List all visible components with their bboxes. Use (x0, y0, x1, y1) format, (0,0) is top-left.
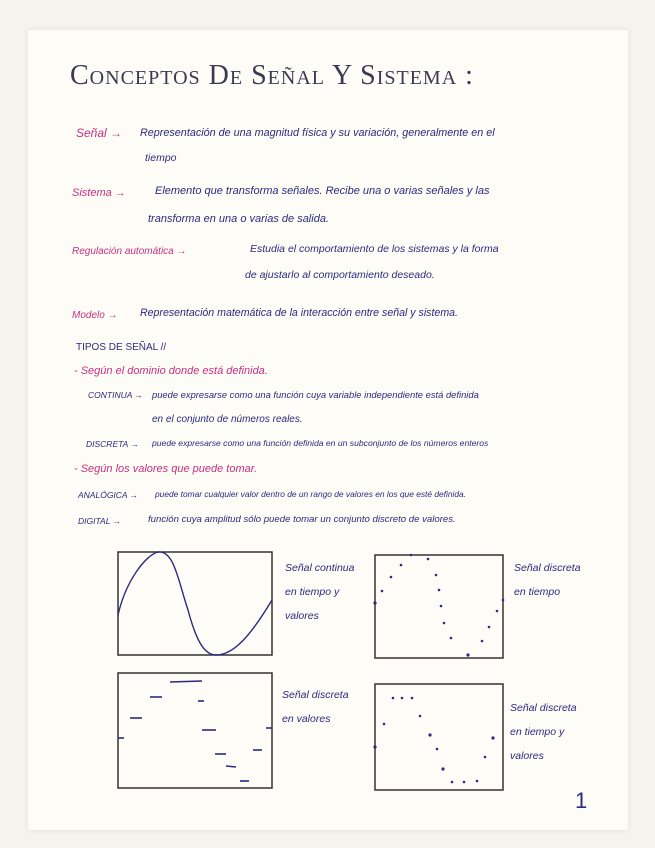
def-continua-line2: en el conjunto de números reales. (152, 414, 303, 425)
by-values-heading: - Según los valores que puede tomar. (74, 463, 258, 475)
discrete-time-signal-graph (373, 553, 507, 661)
def-discreta: puede expresarse como una función definida en un subconjunto de los números enteros (152, 438, 489, 448)
caption-continuous: Señal continua en tiempo y valores (285, 562, 355, 622)
def-regulacion-line1: Estudia el comportamiento de los sistemas y la forma (250, 243, 499, 255)
def-sistema-line1: Elemento que transforma señales. Recibe una o varias señales y las (155, 185, 490, 197)
term-sistema: Sistema → (72, 187, 126, 199)
def-modelo: Representación matemática de la interacción entre señal y sistema. (140, 307, 458, 319)
caption-discrete-time: Señal discreta en tiempo (514, 562, 581, 598)
term-continua: CONTINUA → (88, 390, 143, 400)
term-digital: DIGITAL → (78, 516, 122, 526)
term-analogica: ANALÓGICA → (78, 490, 139, 500)
types-heading: TIPOS DE SEÑAL // (76, 342, 167, 353)
term-modelo: Modelo → (72, 310, 118, 321)
continuous-signal-graph (116, 550, 276, 658)
discrete-values-signal-graph (116, 671, 276, 793)
def-continua-line1: puede expresarse como una función cuya variable independiente está definida (152, 389, 479, 400)
by-domain-heading: - Según el dominio donde está definida. (74, 365, 268, 377)
caption-discrete-time-values: Señal discreta en tiempo y valores (510, 702, 577, 762)
def-sistema-line2: transforma en una o varias de salida. (148, 213, 329, 225)
discrete-time-values-signal-graph (373, 682, 507, 794)
term-regulacion: Regulación automática → (72, 246, 187, 257)
def-regulacion-line2: de ajustarlo al comportamiento deseado. (245, 269, 435, 281)
def-senal-line1: Representación de una magnitud física y su variación, generalmente en el (140, 127, 495, 139)
page-title: Conceptos De Señal Y Sistema : (70, 60, 474, 91)
caption-discrete-values: Señal discreta en valores (282, 689, 349, 725)
page-number: 1 (575, 788, 588, 813)
def-senal-line2: tiempo (145, 152, 177, 164)
def-analogica: puede tomar cualquier valor dentro de un rango de valores en los que esté definida. (155, 489, 467, 499)
term-senal: Señal → (76, 126, 123, 140)
term-discreta: DISCRETA → (86, 439, 139, 449)
def-digital: función cuya amplitud sólo puede tomar un conjunto discreto de valores. (148, 514, 456, 525)
